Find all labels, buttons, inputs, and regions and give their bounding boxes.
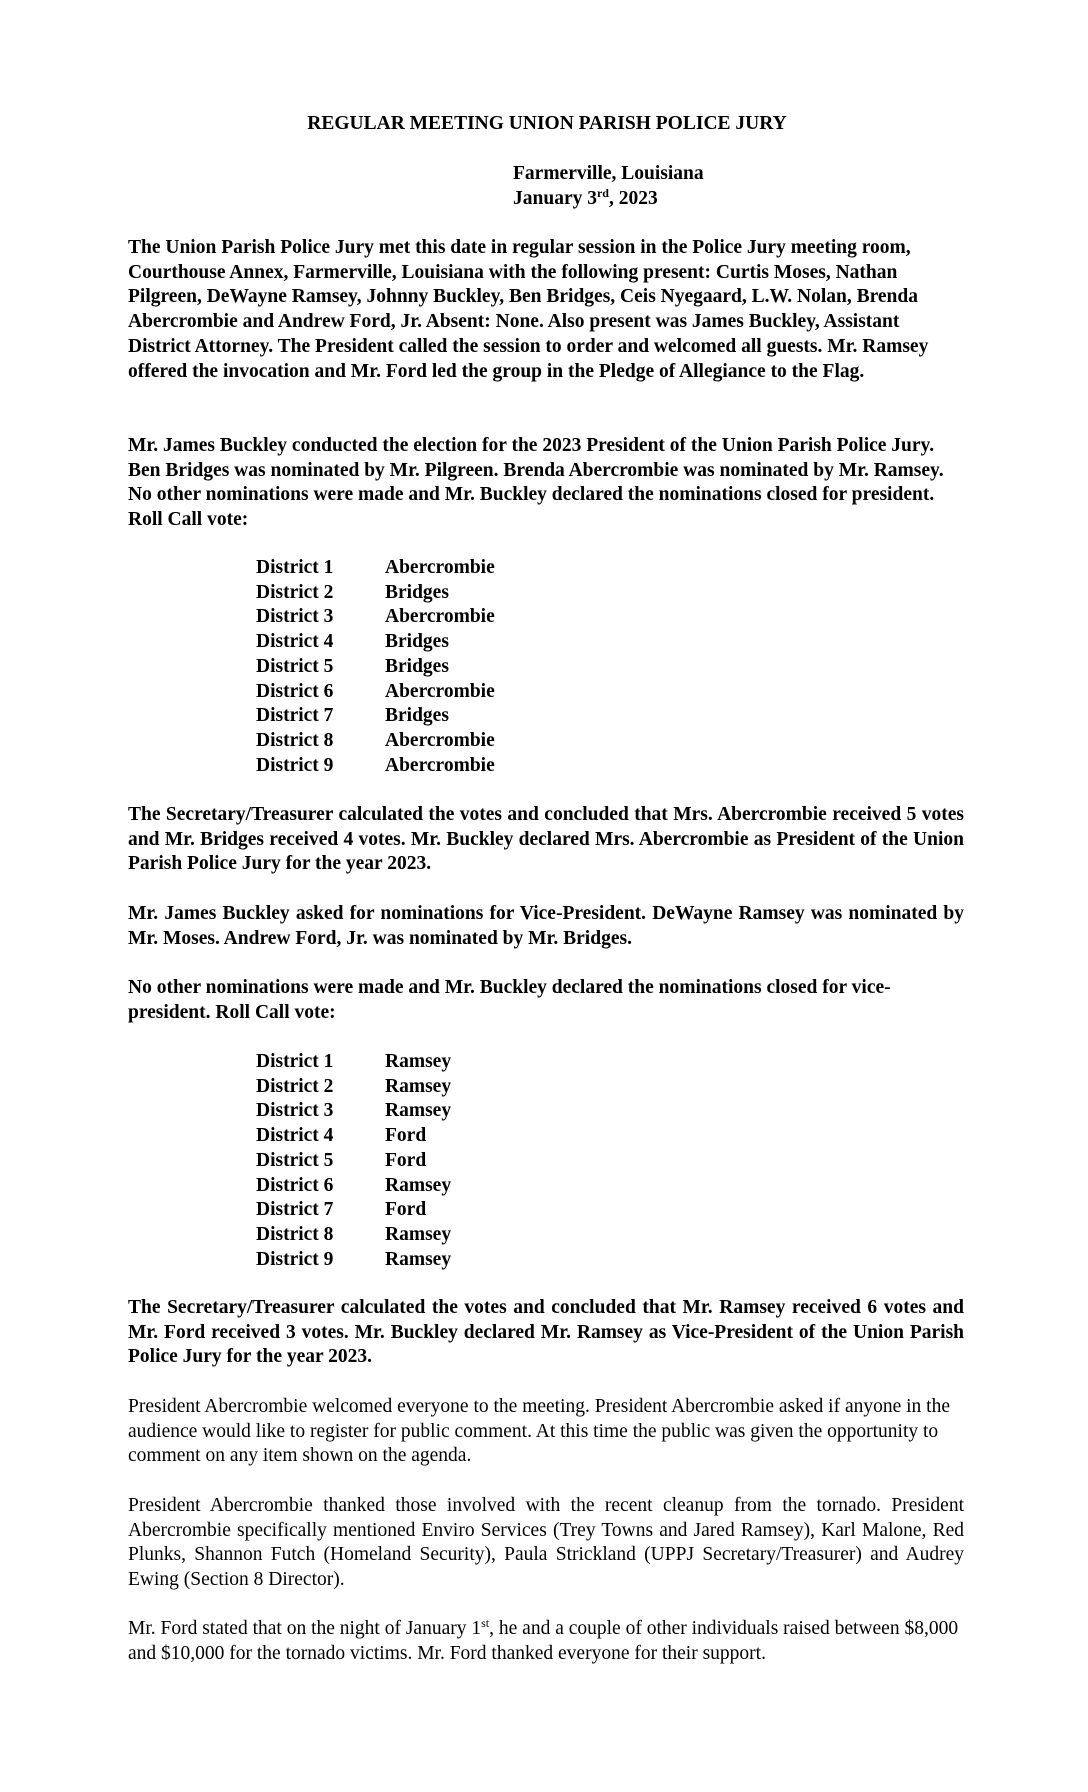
vp-result-paragraph: The Secretary/Treasurer calculated the votes and concluded that Mr. Ramsey received 6 votes and Mr. Ford received 3 votes. Mr. Buckley declared Mr. Ramsey as Vice-President of the Union Parish Police Jury for the year 2023. [128, 1297, 964, 1368]
vote-cell: Ramsey [385, 1223, 452, 1245]
vote-row [256, 754, 495, 779]
district-cell: District 6 [256, 1174, 334, 1196]
district-cell: District 1 [256, 557, 334, 578]
vote-row [256, 1174, 451, 1199]
district-cell: District 5 [256, 655, 334, 677]
vote-row [256, 729, 495, 754]
district-cell: District 8 [256, 729, 334, 751]
vote-cell: Abercrombie [385, 606, 495, 628]
vote-row [256, 655, 495, 680]
vote-row [256, 1124, 451, 1149]
district-cell: District 2 [256, 581, 334, 603]
vote-row [256, 630, 495, 655]
district-cell: District 3 [256, 606, 334, 628]
vote-cell: Ramsey [385, 1075, 452, 1097]
vote-cell: Abercrombie [385, 680, 495, 702]
district-cell: District 4 [256, 631, 334, 653]
vote-row [256, 1223, 451, 1248]
meeting-location: Farmerville, Louisiana [513, 163, 704, 184]
vote-row [256, 581, 495, 606]
vote-row [256, 1198, 451, 1223]
vote-cell: Ramsey [385, 1174, 452, 1196]
vote-row [256, 1099, 451, 1124]
district-cell: District 6 [256, 680, 334, 702]
vote-cell: Ford [385, 1149, 427, 1171]
vote-row [256, 1075, 451, 1100]
vote-cell: Ramsey [385, 1248, 452, 1270]
district-cell: District 5 [256, 1149, 334, 1171]
vote-cell: Ford [385, 1199, 427, 1221]
vote-cell: Bridges [385, 631, 449, 653]
vote-row [256, 556, 495, 581]
district-cell: District 1 [256, 1051, 334, 1072]
meeting-location-date [513, 162, 704, 211]
district-cell: District 3 [256, 1100, 334, 1122]
welcome-paragraph: President Abercrombie welcomed everyone to the meeting. President Abercrombie asked if anyone in the audience would like to register for public comment. At this time the public was given the opportunity to comment on any item shown on the agenda. [128, 1396, 950, 1467]
district-cell: District 7 [256, 705, 334, 727]
vote-cell: Ramsey [385, 1100, 452, 1122]
vote-row [256, 704, 495, 729]
vote-cell: Bridges [385, 655, 449, 677]
district-cell: District 2 [256, 1075, 334, 1097]
vote-cell: Abercrombie [385, 729, 495, 751]
district-cell: District 7 [256, 1199, 334, 1221]
vote-row [256, 1248, 451, 1273]
president-result-paragraph: The Secretary/Treasurer calculated the votes and concluded that Mrs. Abercrombie received 5 votes and Mr. Bridges received 4 votes. Mr. Buckley declared Mrs. Abercrombie as President of the Union Parish Police Jury for the year 2023. [128, 804, 964, 875]
district-cell: District 9 [256, 754, 334, 776]
district-cell: District 4 [256, 1125, 334, 1147]
vote-row [256, 1050, 451, 1075]
ford-paragraph-end: , he and a couple of other individuals raised between $8,000 and $10,000 for the tornado victims. Mr. Ford thanked everyone for their support. [128, 1618, 959, 1664]
ford-paragraph-start: Mr. Ford stated that on the night of January 1 [128, 1618, 482, 1639]
president-vote-table [256, 556, 495, 778]
meeting-date-suffix-ordinal: rd [596, 185, 609, 200]
document-title: REGULAR MEETING UNION PARISH POLICE JURY [307, 113, 787, 134]
ford-paragraph [128, 1617, 964, 1666]
meeting-date-year: , 2023 [608, 187, 658, 209]
meeting-date [513, 187, 704, 212]
vote-cell: Abercrombie [385, 557, 495, 578]
district-cell: District 9 [256, 1248, 334, 1270]
vote-cell: Abercrombie [385, 754, 495, 776]
vote-cell: Bridges [385, 581, 449, 603]
vote-row [256, 605, 495, 630]
district-cell: District 8 [256, 1223, 334, 1245]
vote-row [256, 1149, 451, 1174]
vp-vote-table [256, 1050, 451, 1272]
intro-paragraph: The Union Parish Police Jury met this date in regular session in the Police Jury meeting room, Courthouse Annex, Farmerville, Louisiana with the following present: Curtis Moses, Nathan Pilgreen, DeWayne Ramsey, Johnny Buckley, Ben Bridges, Ceis Nyegaard, L.W. Nolan, Brenda Abercrombie and Andrew Ford, Jr. Absent: None. Also present was James Buckley, Assistant District Attorney. The President called the session to order and welcomed all guests. Mr. Ramsey offered the invocation and Mr. Ford led the group in the Pledge of Allegiance to the Flag. [128, 237, 929, 382]
meeting-date-prefix: January 3 [513, 187, 597, 209]
vote-cell: Ford [385, 1125, 427, 1147]
thanks-paragraph: President Abercrombie thanked those involved with the recent cleanup from the tornado. President Abercrombie specifically mentioned Enviro Services (Trey Towns and Jared Ramsey), Karl Malone, Red Plunks, Shannon Futch (Homeland Security), Paula Strickland (UPPJ Secretary/Treasurer) and Audrey Ewing (Section 8 Director). [128, 1495, 964, 1591]
vote-row [256, 680, 495, 705]
ford-date-ordinal: st [481, 1616, 490, 1630]
vote-cell: Ramsey [385, 1051, 452, 1072]
president-election-paragraph: Mr. James Buckley conducted the election for the 2023 President of the Union Parish Police Jury. Ben Bridges was nominated by Mr. Pilgreen. Brenda Abercrombie was nominated by Mr. Ramsey. No other nominations were made and Mr. Buckley declared the nominations closed for president. Roll Call vote: [128, 435, 944, 531]
vp-closed-paragraph: No other nominations were made and Mr. Buckley declared the nominations closed for vice-president. Roll Call vote: [128, 977, 891, 1023]
vote-cell: Bridges [385, 705, 449, 727]
vp-nominations-paragraph: Mr. James Buckley asked for nominations for Vice-President. DeWayne Ramsey was nominated by Mr. Moses. Andrew Ford, Jr. was nominated by Mr. Bridges. [128, 903, 964, 949]
